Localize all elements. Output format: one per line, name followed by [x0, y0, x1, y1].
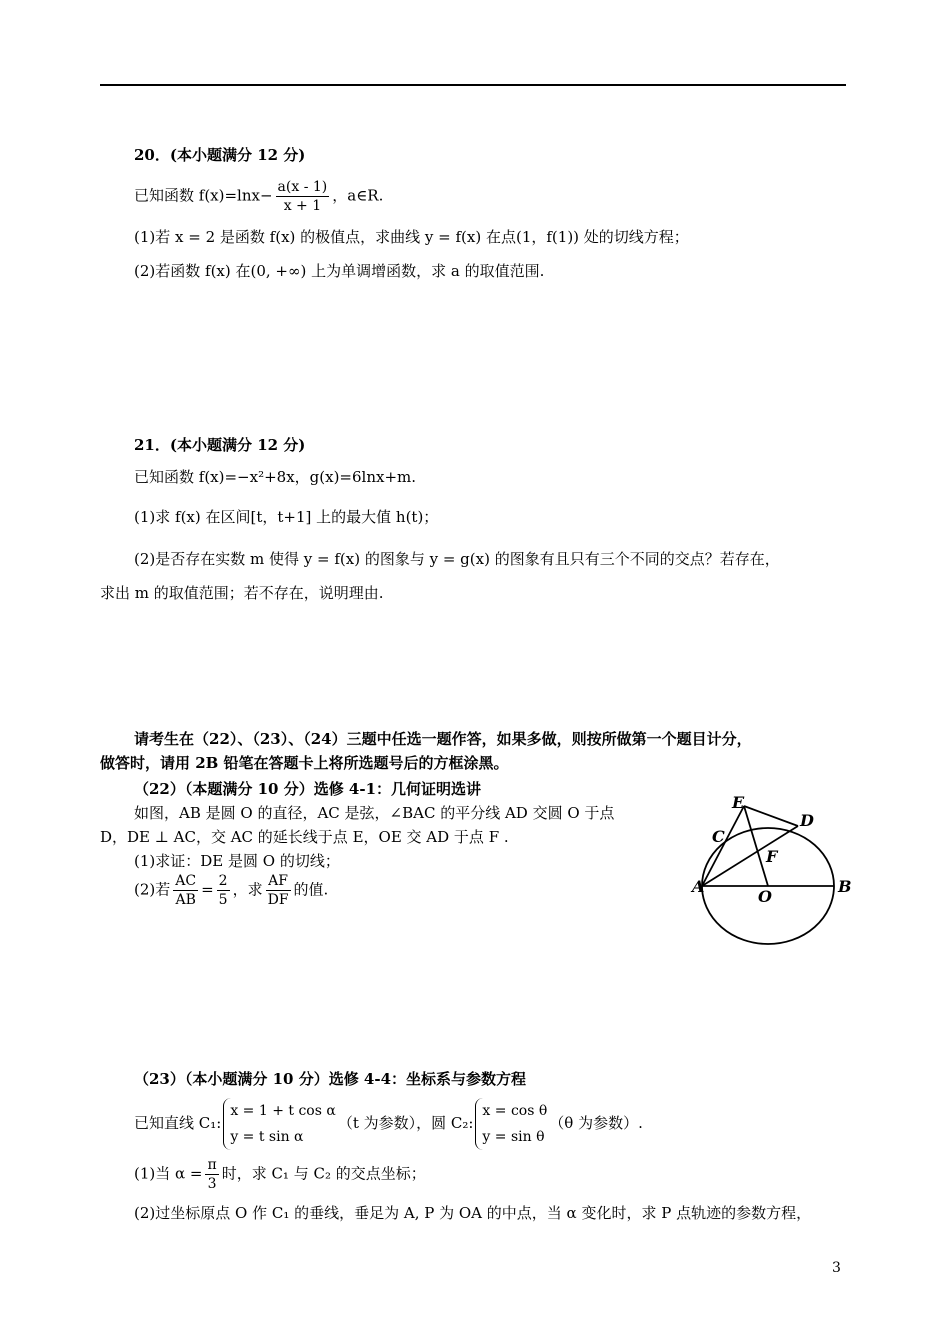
q23-part1-post: 时，求 C₁ 与 C₂ 的交点坐标； [221, 1164, 426, 1183]
q21-part2-b: 求出 m 的取值范围；若不存在，说明理由. [100, 584, 384, 602]
q22-stem-1: 如图，AB 是圆 O 的直径，AC 是弦，∠BAC 的平分线 AD 交圆 O 于点 [134, 804, 615, 822]
q20-frac-den: x + 1 [283, 198, 322, 214]
q22-frac-2-5 [217, 872, 230, 909]
q23-frac-pi-3 [205, 1156, 218, 1193]
q23-c2-eq2: y = sin θ [482, 1129, 545, 1145]
q23-part1-pre: (1)当 α = [134, 1164, 203, 1183]
label-a: A [692, 877, 705, 896]
q23-frac-num: π [207, 1157, 217, 1173]
label-e: E [732, 793, 745, 812]
q22-part2-pre: (2)若 [134, 880, 171, 899]
label-f: F [766, 847, 778, 866]
q23-c1-system [223, 1098, 336, 1150]
q22-frac2-den: 5 [218, 892, 228, 908]
q22-part2 [134, 872, 328, 909]
q20-frac-num: a(x - 1) [277, 179, 328, 195]
q23-c1-eq2: y = t sin α [230, 1129, 304, 1145]
q22-frac3-num: AF [266, 872, 291, 891]
label-o: O [758, 887, 772, 906]
line-ed [744, 806, 798, 826]
label-c: C [712, 827, 725, 846]
q23-frac-den: 3 [207, 1176, 217, 1192]
label-d: D [800, 811, 814, 830]
q23-c1-eq1: x = 1 + t cos α [230, 1103, 336, 1119]
q23-part1 [134, 1156, 426, 1193]
q20-stem [134, 178, 383, 215]
q20-part1: (1)若 x = 2 是函数 f(x) 的极值点，求曲线 y = f(x) 在点(1，f(1)) 处的切线方程； [134, 228, 689, 246]
q23-stem-mid: （t 为参数），圆 C₂: [337, 1114, 474, 1132]
q22-part2-mid: ，求 [232, 880, 263, 899]
q23-stem [134, 1098, 643, 1150]
q23-part2: (2)过坐标原点 O 作 C₁ 的垂线，垂足为 A, P 为 OA 的中点，当 α 变化时，求 P 点轨迹的参数方程， [134, 1204, 812, 1222]
instruction-line-2: 做答时，请用 2B 铅笔在答题卡上将所选题号后的方框涂黑。 [100, 754, 509, 772]
q22-title: （22）（本题满分 10 分）选修 4-1：几何证明选讲 [134, 780, 482, 798]
q20-part2: (2)若函数 f(x) 在(0, +∞) 上为单调增函数，求 a 的取值范围. [134, 262, 545, 280]
q20-title: 20．(本小题满分 12 分) [134, 146, 306, 164]
q22-part2-post: 的值. [293, 880, 329, 899]
page-number: 3 [832, 1260, 841, 1276]
q21-part2-a: (2)是否存在实数 m 使得 y = f(x) 的图象与 y = g(x) 的图象有且只有三个不同的交点？若存在， [134, 550, 780, 568]
q22-frac-af-df [266, 872, 291, 909]
q23-c2-system [475, 1098, 547, 1150]
q22-frac3-den: DF [267, 892, 289, 908]
q22-eq-sign: = [201, 880, 214, 899]
q22-stem-2: D，DE ⊥ AC，交 AC 的延长线于点 E，OE 交 AD 于点 F . [100, 828, 509, 846]
q20-stem-post: ，a∈R. [332, 186, 384, 205]
q23-stem-pre: 已知直线 C₁: [134, 1114, 222, 1132]
q21-stem: 已知函数 f(x)=−x²+8x，g(x)=6lnx+m. [134, 468, 417, 486]
q23-stem-post: （θ 为参数）. [549, 1114, 643, 1132]
q22-frac-ac-ab [173, 872, 198, 909]
q20-fraction [276, 178, 330, 215]
q22-part1: (1)求证：DE 是圆 O 的切线； [134, 852, 340, 870]
instruction-line-1: 请考生在（22）、（23）、（24）三题中任选一题作答，如果多做，则按所做第一个题目计分， [134, 730, 752, 748]
circle-geometry-figure [690, 790, 860, 960]
q20-stem-pre: 已知函数 f(x)=lnx− [134, 186, 273, 205]
q22-frac1-den: AB [175, 892, 196, 908]
q22-frac2-num: 2 [218, 873, 228, 889]
q21-part1: (1)求 f(x) 在区间[t，t+1] 上的最大值 h(t)； [134, 508, 439, 526]
label-b: B [838, 877, 852, 896]
header-rule [100, 84, 846, 86]
q21-title: 21．(本小题满分 12 分) [134, 436, 306, 454]
q23-title: （23）（本小题满分 10 分）选修 4-4：坐标系与参数方程 [134, 1070, 527, 1088]
q22-frac1-num: AC [175, 873, 197, 889]
q23-c2-eq1: x = cos θ [482, 1103, 548, 1119]
line-ae [702, 806, 744, 886]
